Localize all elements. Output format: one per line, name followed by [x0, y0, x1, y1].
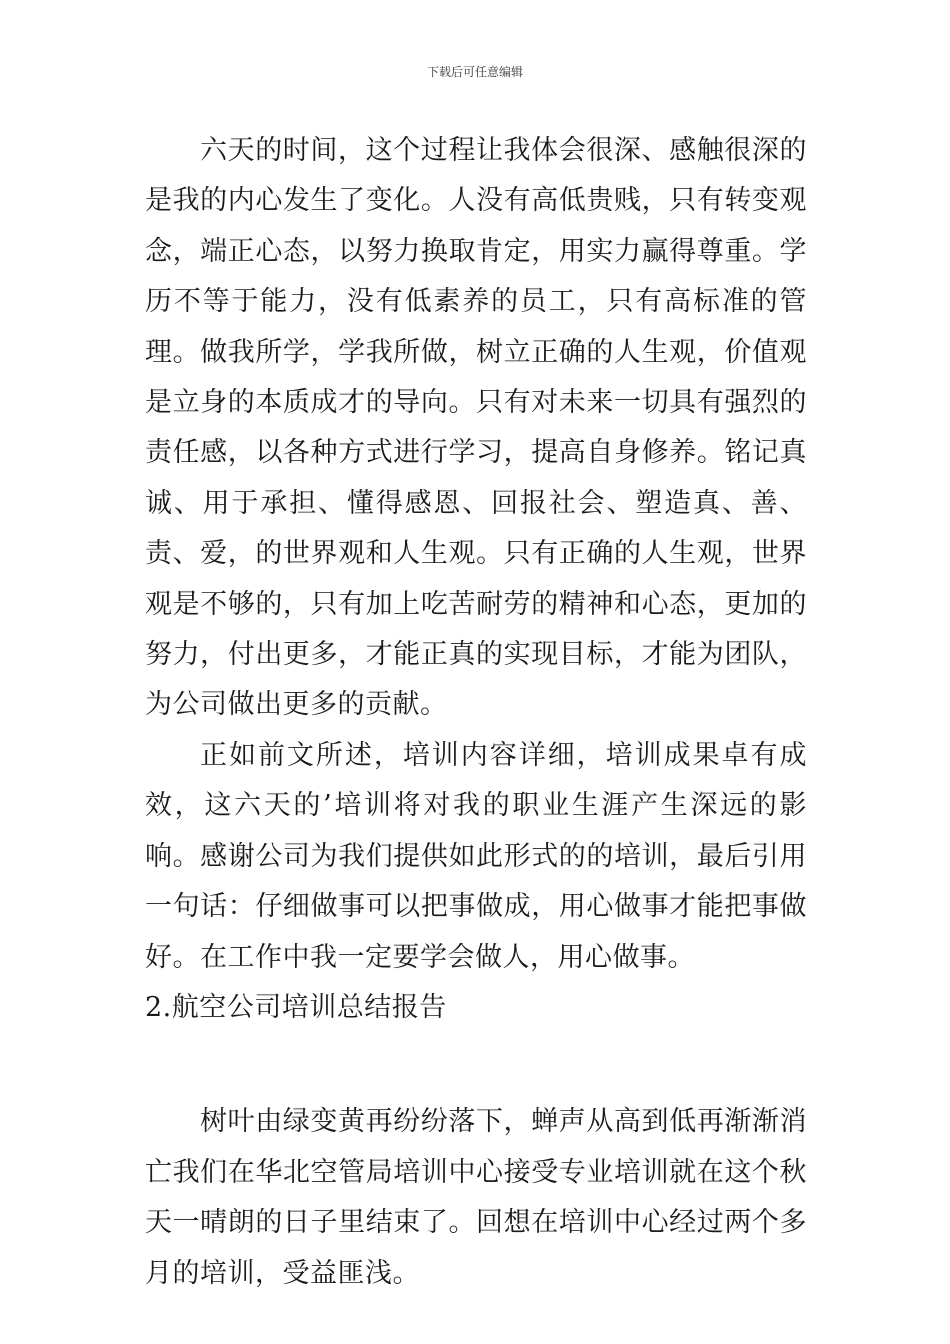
- paragraph-conclusion: 正如前文所述，培训内容详细，培训成果卓有成效，这六天的’培训将对我的职业生涯产生深远的影响。感谢公司为我们提供如此形式的的培训，最后引用一句话：仔细做事可以把事做成，用心做事才能把事做好。在工作中我一定要学会做人，用心做事。: [145, 739, 807, 973]
- page-header-note: 下载后可任意编辑: [426, 65, 523, 79]
- section-spacer: [145, 1033, 807, 1097]
- paragraph-training-report: 树叶由绿变黄再纷纷落下，蝉声从高到低再渐渐消亡我们在华北空管局培训中心接受专业培训就在这个秋天一晴朗的日子里结束了。回想在培训中心经过两个多月的培训，受益匪浅。: [145, 1106, 807, 1289]
- paragraph-reflection: 六天的时间，这个过程让我体会很深、感触很深的是我的内心发生了变化。人没有高低贵贱，只有转变观念，端正心态，以努力换取肯定，用实力赢得尊重。学历不等于能力，没有低素养的员工，只有高标准的管理。做我所学，学我所做，树立正确的人生观，价值观是立身的本质成才的导向。只有对未来一切具有强烈的责任感，以各种方式进行学习，提高自身修养。铭记真诚、用于承担、懂得感恩、回报社会、塑造真、善、责、爱，的世界观和人生观。只有正确的人生观，世界观是不够的，只有加上吃苦耐劳的精神和心态，更加的努力，付出更多，才能正真的实现目标，才能为团队，为公司做出更多的贡献。: [145, 135, 807, 721]
- section-heading: 2.航空公司培训总结报告: [145, 991, 447, 1023]
- document-body: [145, 126, 807, 1299]
